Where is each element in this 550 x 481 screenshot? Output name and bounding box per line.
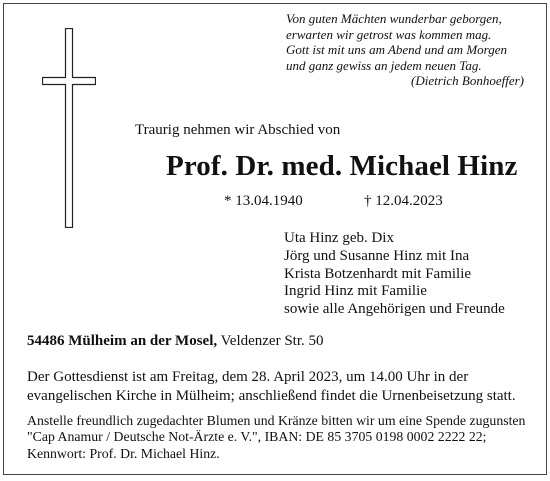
cross-icon xyxy=(42,28,96,228)
birth-date: * 13.04.1940 xyxy=(224,193,303,209)
death-date: † 12.04.2023 xyxy=(364,193,443,209)
poem-line: Von guten Mächten wunderbar geborgen, xyxy=(286,11,502,26)
intro-text: Traurig nehmen wir Abschied von xyxy=(135,122,341,138)
obituary-notice xyxy=(3,3,547,475)
address-street: Veldenzer Str. 50 xyxy=(217,333,324,349)
donation-request xyxy=(27,413,547,462)
donation-line: "Cap Anamur / Deutsche Not-Ärzte e. V.", IBAN: DE 85 3705 0198 0002 2222 22; xyxy=(27,429,487,445)
poem-line: erwarten wir getrost was kommen mag. xyxy=(286,26,492,42)
mourner: Krista Botzenhardt mit Familie xyxy=(284,265,472,282)
poem-line: und ganz gewiss an jedem neuen Tag. xyxy=(286,57,482,73)
donation-line: Kennwort: Prof. Dr. Michael Hinz. xyxy=(27,445,220,461)
mourner: Jörg und Susanne Hinz mit Ina xyxy=(284,247,470,264)
mourner: Ingrid Hinz mit Familie xyxy=(284,283,427,300)
service-line: Der Gottesdienst ist am Freitag, dem 28. April 2023, um 14.00 Uhr in der xyxy=(27,369,469,385)
mourners-list xyxy=(284,230,505,319)
address xyxy=(27,333,324,350)
mourner: Uta Hinz geb. Dix xyxy=(284,230,394,246)
poem-author: (Dietrich Bonhoeffer) xyxy=(411,73,524,89)
service-info xyxy=(27,368,537,405)
donation-line: Anstelle freundlich zugedachter Blumen und Kränze bitten wir um eine Spende zugunsten xyxy=(27,413,526,428)
poem-quote xyxy=(286,11,524,89)
poem-line: Gott ist mit uns am Abend und am Morgen xyxy=(286,42,507,58)
service-line: evangelischen Kirche in Mülheim; anschließend findet die Urnenbeisetzung statt. xyxy=(27,387,516,404)
address-place: 54486 Mülheim an der Mosel, xyxy=(27,333,218,349)
deceased-name: Prof. Dr. med. Michael Hinz xyxy=(166,150,518,182)
mourner: sowie alle Angehörigen und Freunde xyxy=(284,301,505,318)
